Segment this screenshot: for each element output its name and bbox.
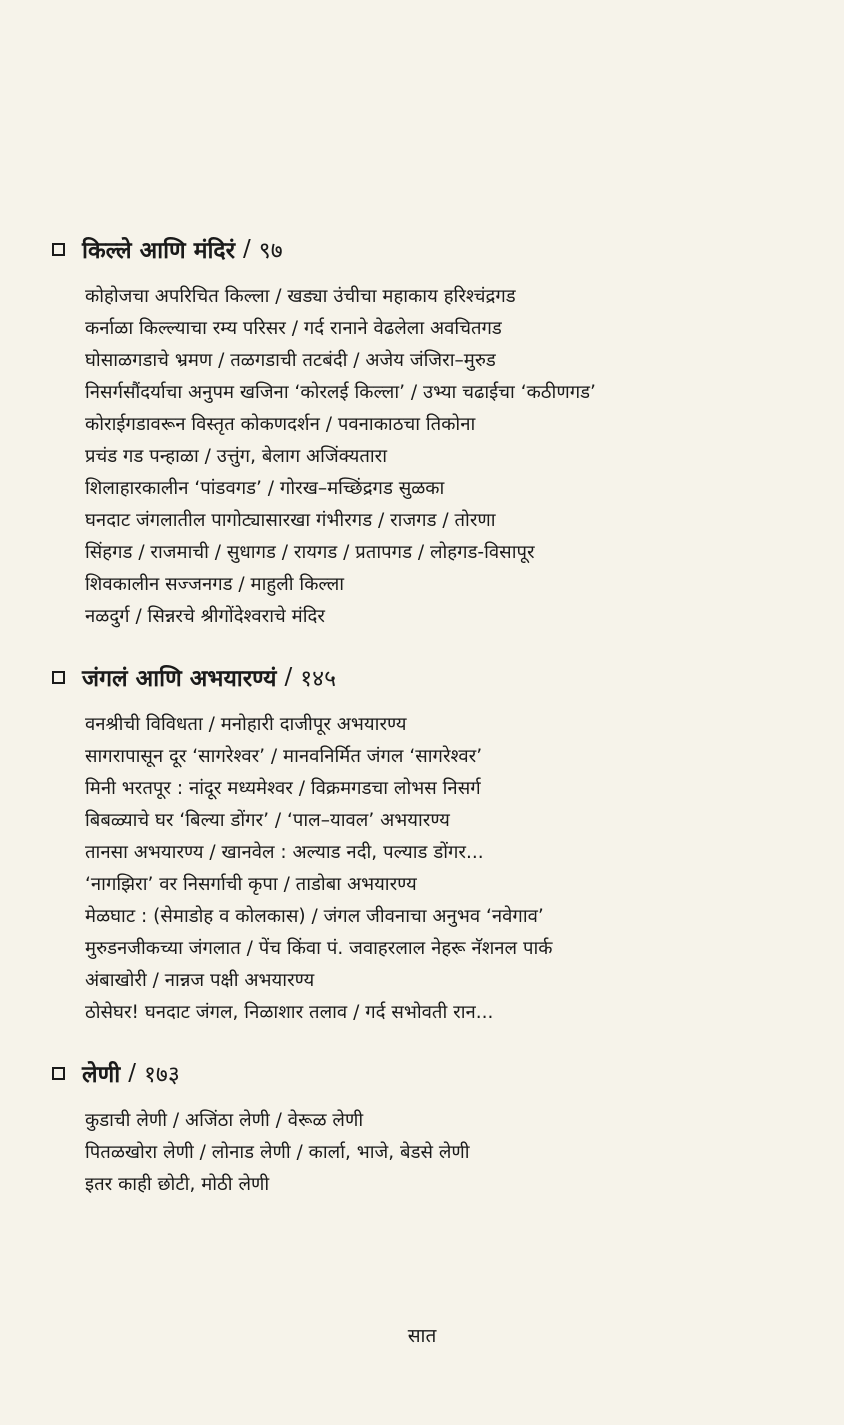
section-forests-sanctuaries	[52, 660, 812, 1029]
list-item: प्रचंड गड पन्हाळा / उत्तुंग, बेलाग अजिंक्यतारा	[85, 446, 388, 467]
section-title: जंगलं आणि अभयारण्यं	[82, 666, 277, 692]
list-item: सिंहगड / राजमाची / सुधागड / रायगड / प्रतापगड / लोहगड-विसापूर	[85, 542, 535, 563]
separator: /	[284, 664, 293, 690]
list-item: कुडाची लेणी / अजिंठा लेणी / वेरूळ लेणी	[85, 1110, 364, 1131]
list-item: शिलाहारकालीन ‘पांडवगड’ / गोरख–मच्छिंद्रगड सुळका	[85, 478, 445, 499]
section-page-number: १७३	[143, 1062, 180, 1088]
list-item: वनश्रीची विविधता / मनोहारी दाजीपूर अभयारण्य	[85, 714, 407, 735]
square-bullet-icon	[52, 243, 65, 256]
page-footer	[0, 1322, 844, 1348]
entry-list	[52, 709, 812, 1029]
list-item: कोहोजचा अपरिचित किल्ला / खड्या उंचीचा महाकाय हरिश्चंद्रगड	[85, 286, 516, 307]
list-item: पितळखोरा लेणी / लोनाड लेणी / कार्ला, भाजे, बेडसे लेणी	[85, 1142, 470, 1163]
list-item: कर्नाळा किल्ल्याचा रम्य परिसर / गर्द रानाने वेढलेला अवचितगड	[85, 318, 502, 339]
section-heading	[52, 232, 812, 266]
separator: /	[243, 236, 251, 262]
list-item: इतर काही छोटी, मोठी लेणी	[85, 1174, 270, 1195]
entry-list	[52, 1105, 812, 1201]
section-page-number: १४५	[300, 666, 337, 692]
list-item: नळदुर्ग / सिन्नरचे श्रीगोंदेश्वराचे मंदिर	[85, 606, 325, 627]
section-forts-temples	[52, 232, 812, 633]
list-item: मुरुडनजीकच्या जंगलात / पेंच किंवा पं. जवाहरलाल नेहरू नॅशनल पार्क	[85, 938, 553, 959]
list-item: शिवकालीन सज्जनगड / माहुली किल्ला	[85, 574, 345, 595]
separator: /	[128, 1060, 136, 1086]
list-item: घनदाट जंगलातील पागोट्यासारखा गंभीरगड / राजगड / तोरणा	[85, 510, 496, 531]
section-title: लेणी	[82, 1062, 121, 1088]
entry-list	[52, 281, 812, 633]
list-item: बिबळ्याचे घर ‘बिल्या डोंगर’ / ‘पाल–यावल’ अभयारण्य	[85, 810, 450, 831]
list-item: ‘नागझिरा’ वर निसर्गाची कृपा / ताडोबा अभयारण्य	[85, 874, 417, 895]
section-heading	[52, 1056, 812, 1090]
list-item: तानसा अभयारण्य / खानवेल : अल्याड नदी, पल्याड डोंगर...	[85, 842, 484, 863]
square-bullet-icon	[52, 1067, 65, 1080]
list-item: मिनी भरतपूर : नांदूर मध्यमेश्वर / विक्रमगडचा लोभस निसर्ग	[85, 778, 481, 799]
section-page-number: ९७	[258, 238, 283, 264]
list-item: मेळघाट : (सेमाडोह व कोलकास) / जंगल जीवनाचा अनुभव ‘नवेगाव’	[85, 906, 544, 927]
list-item: कोराईगडावरून विस्तृत कोकणदर्शन / पवनाकाठचा तिकोना	[85, 414, 476, 435]
list-item: घोसाळगडाचे भ्रमण / तळगडाची तटबंदी / अजेय जंजिरा–मुरुड	[85, 350, 496, 371]
section-caves	[52, 1056, 812, 1201]
section-title: किल्ले आणि मंदिरं	[82, 238, 236, 264]
page-number-word: सात	[407, 1325, 437, 1347]
section-heading	[52, 660, 812, 694]
list-item: निसर्गसौंदर्याचा अनुपम खजिना ‘कोरलई किल्ला’ / उभ्या चढाईचा ‘कठीणगड’	[85, 382, 596, 403]
list-item: ठोसेघर! घनदाट जंगल, निळाशार तलाव / गर्द सभोवती रान...	[85, 1002, 494, 1023]
square-bullet-icon	[52, 671, 65, 684]
list-item: अंबाखोरी / नान्नज पक्षी अभयारण्य	[85, 970, 315, 991]
list-item: सागरापासून दूर ‘सागरेश्वर’ / मानवनिर्मित जंगल ‘सागरेश्वर’	[85, 746, 483, 767]
